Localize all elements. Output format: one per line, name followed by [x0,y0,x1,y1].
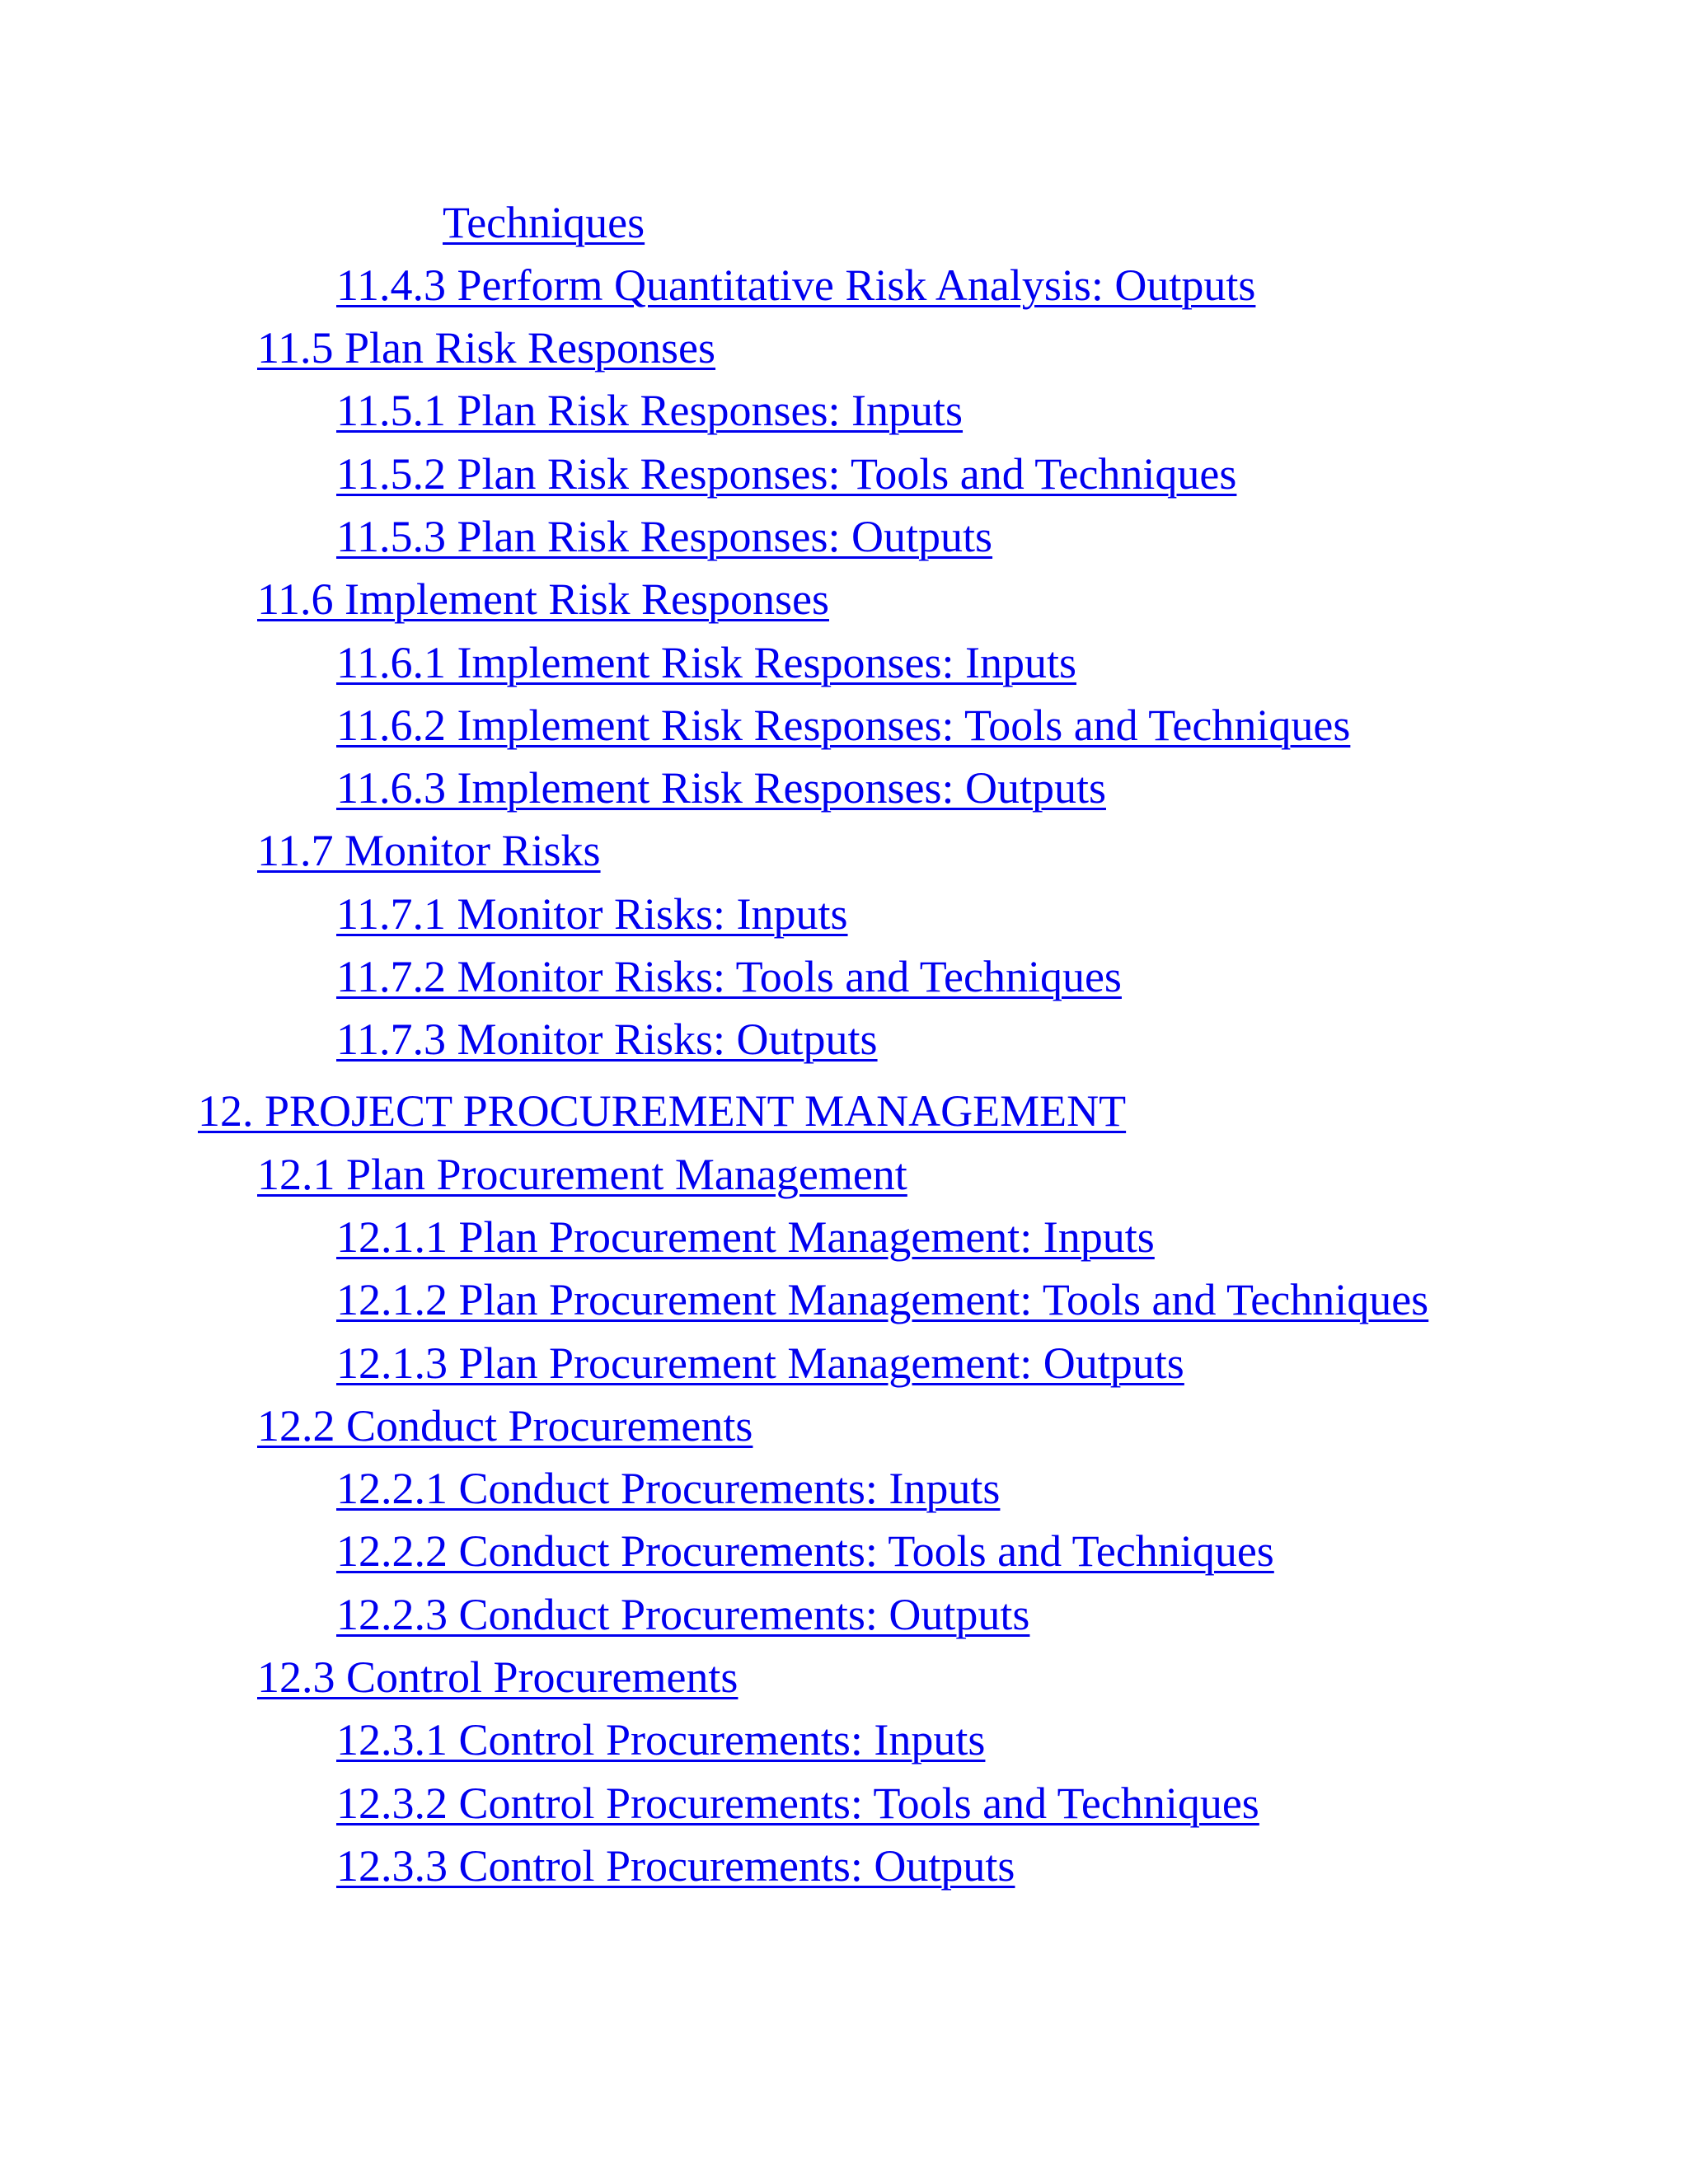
toc-entry-techniques-continued [443,196,645,249]
toc-link[interactable]: 12.3.3 Control Procurements: Outputs [336,1841,1015,1891]
toc-link[interactable]: 12.1.1 Plan Procurement Management: Inputs [336,1212,1155,1262]
toc-entry-11-7-1 [336,888,848,940]
toc-link[interactable]: 11.6.2 Implement Risk Responses: Tools and Techniques [336,701,1351,750]
toc-link[interactable]: 12.1 Plan Procurement Management [257,1150,907,1199]
toc-entry-11-7-2 [336,950,1122,1003]
toc-link[interactable]: 11.6.1 Implement Risk Responses: Inputs [336,638,1076,687]
toc-entry-11-5-1 [336,384,963,437]
toc-entry-11-7 [257,824,601,877]
toc-entry-12-1 [257,1148,907,1201]
toc-entry-12-3 [257,1651,738,1704]
toc-entry-11-6-2 [336,699,1350,752]
toc-entry-11-5-3 [336,510,992,563]
toc-link[interactable]: 11.5 Plan Risk Responses [257,323,716,373]
toc-link[interactable]: 12.2.1 Conduct Procurements: Inputs [336,1464,1001,1513]
toc-link[interactable]: 12.2.2 Conduct Procurements: Tools and Techniques [336,1526,1274,1576]
toc-link[interactable]: 11.4.3 Perform Quantitative Risk Analysis: Outputs [336,260,1256,310]
toc-entry-12-2-3 [336,1588,1029,1641]
toc-link[interactable]: 11.7 Monitor Risks [257,826,601,875]
toc-entry-11-6 [257,573,829,626]
toc-entry-12-3-1 [336,1713,985,1766]
toc-entry-12 [198,1085,1126,1137]
toc-link[interactable]: Techniques [443,198,645,247]
toc-link[interactable]: 11.6 Implement Risk Responses [257,574,829,624]
toc-entry-12-2-2 [336,1525,1274,1577]
toc-entry-12-3-2 [336,1777,1259,1830]
toc-link[interactable]: 12.1.3 Plan Procurement Management: Outputs [336,1338,1184,1388]
toc-link[interactable]: 12.2.3 Conduct Procurements: Outputs [336,1590,1030,1639]
toc-link[interactable]: 11.7.3 Monitor Risks: Outputs [336,1015,878,1064]
toc-link[interactable]: 11.5.3 Plan Risk Responses: Outputs [336,512,993,561]
toc-entry-11-5-2 [336,448,1236,500]
toc-link[interactable]: 11.5.2 Plan Risk Responses: Tools and Techniques [336,449,1237,499]
toc-link[interactable]: 12.1.2 Plan Procurement Management: Tools and Techniques [336,1275,1429,1324]
toc-link[interactable]: 12. PROJECT PROCUREMENT MANAGEMENT [198,1086,1127,1136]
toc-link[interactable]: 12.3.2 Control Procurements: Tools and Techniques [336,1779,1259,1828]
toc-entry-11-7-3 [336,1013,878,1066]
toc-entry-12-2 [257,1399,753,1452]
toc-entry-12-1-2 [336,1273,1428,1326]
toc-entry-11-4-3 [336,259,1255,312]
toc-link[interactable]: 11.6.3 Implement Risk Responses: Outputs [336,763,1106,813]
toc-entry-12-1-3 [336,1337,1184,1390]
toc-link[interactable]: 11.7.2 Monitor Risks: Tools and Techniques [336,952,1122,1001]
toc-link[interactable]: 11.5.1 Plan Risk Responses: Inputs [336,386,964,435]
toc-entry-12-1-1 [336,1211,1155,1263]
toc-entry-12-3-3 [336,1840,1015,1892]
toc-link[interactable]: 12.3 Control Procurements [257,1652,738,1702]
toc-entry-11-6-1 [336,636,1076,689]
toc-entry-11-5 [257,321,715,374]
toc-link[interactable]: 12.3.1 Control Procurements: Inputs [336,1715,986,1765]
toc-link[interactable]: 11.7.1 Monitor Risks: Inputs [336,889,848,939]
toc-link[interactable]: 12.2 Conduct Procurements [257,1401,753,1451]
toc-entry-11-6-3 [336,762,1106,814]
toc-entry-12-2-1 [336,1462,1000,1515]
